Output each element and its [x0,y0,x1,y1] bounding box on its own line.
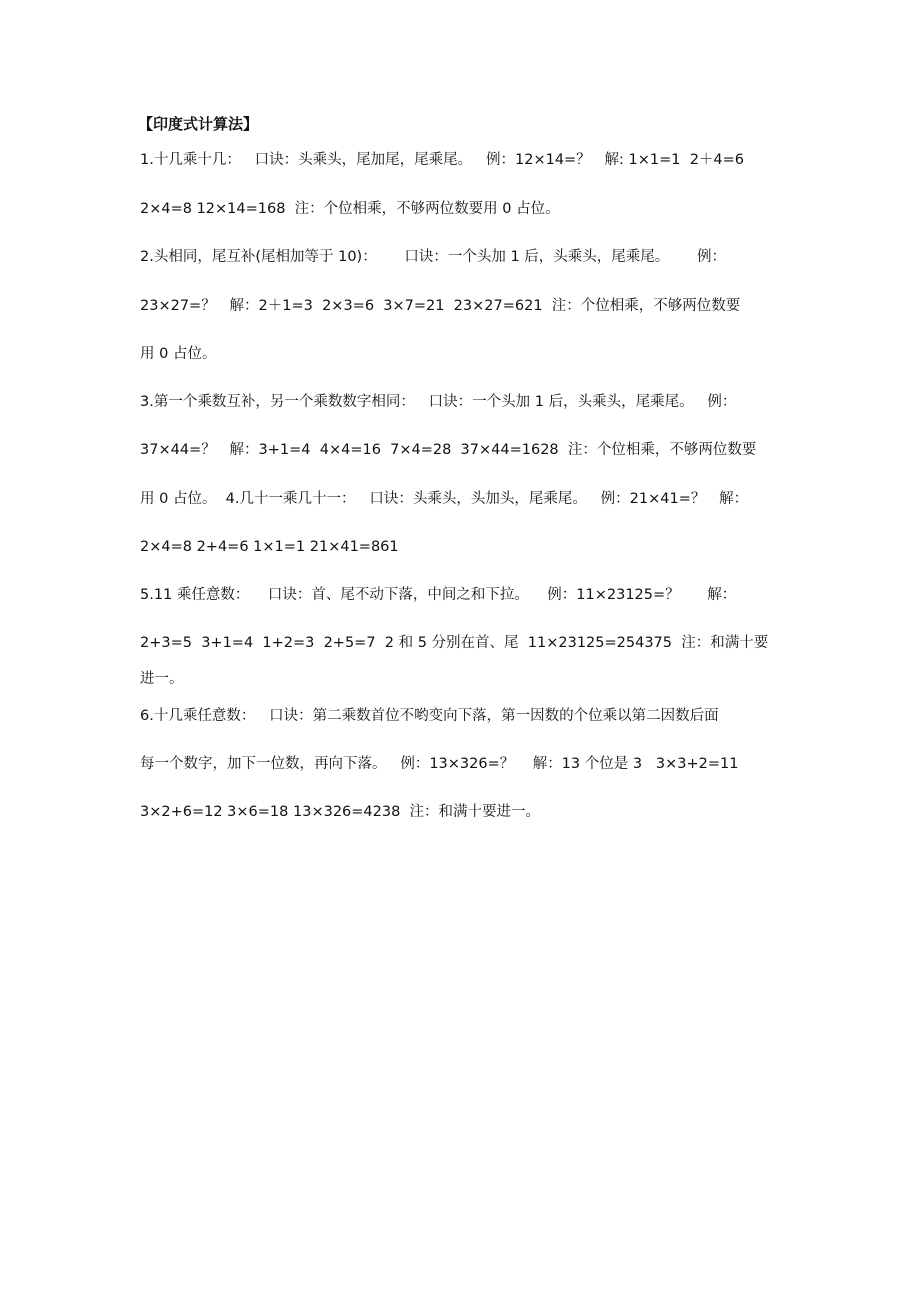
document-title: 【印度式计算法】 [138,115,259,133]
text-line: 6.十几乘任意数： 口诀：第二乘数首位不哟变向下落，第一因数的个位乘以第二因数后面 [140,708,719,724]
text-line: 23×27=？ 解：2＋1=3 2×3=6 3×7=21 23×27=621 注：个位相乘，不够两位数要 [140,298,741,314]
text-line: 5.11 乘任意数： 口诀：首、尾不动下落，中间之和下拉。 例：11×23125=？ 解： [140,587,737,603]
text-line: 每一个数字，加下一位数，再向下落。 例：13×326=？ 解：13 个位是 3 3×3+2=11 [140,756,739,772]
text-line: 3.第一个乘数互补，另一个乘数数字相同： 口诀：一个头加 1 后，头乘头，尾乘尾。 例： [140,394,737,410]
text-line: 2×4=8 2+4=6 1×1=1 21×41=861 [140,539,399,555]
text-line: 1.十几乘十几： 口诀：头乘头，尾加尾，尾乘尾。 例：12×14=？ 解: 1×1=1 2＋4=6 [140,152,745,168]
text-line: 2×4=8 12×14=168 注：个位相乘，不够两位数要用 0 占位。 [140,201,560,217]
text-line: 用 0 占位。 [140,346,217,362]
text-line: 3×2+6=12 3×6=18 13×326=4238 注：和满十要进一。 [140,804,541,820]
text-line: 37×44=？ 解：3+1=4 4×4=16 7×4=28 37×44=1628 注：个位相乘，不够两位数要 [140,442,757,458]
text-line: 2+3=5 3+1=4 1+2=3 2+5=7 2 和 5 分别在首、尾 11×23125=254375 注：和满十要 [140,635,769,651]
text-line: 进一。 [140,671,184,687]
text-line: 2.头相同，尾互补(尾相加等于 10)： 口诀：一个头加 1 后，头乘头，尾乘尾。 例： [140,249,726,265]
text-line: 用 0 占位。 4.几十一乘几十一： 口诀：头乘头，头加头，尾乘尾。 例：21×41=？ 解： [140,491,749,507]
